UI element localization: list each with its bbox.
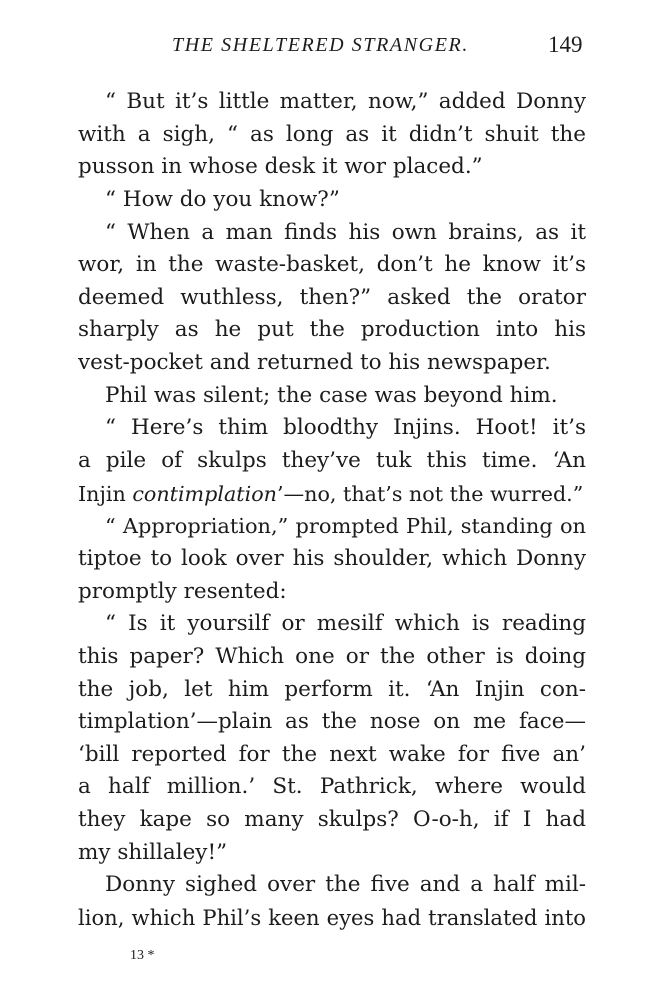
text-line: pusson in whose desk it wor placed.”: [78, 154, 483, 180]
text-line: “ Is it yoursilf or mesilf which is reading: [105, 611, 586, 637]
running-head: THE SHELTERED STRANGER.: [172, 34, 469, 56]
text-line: timplation’—plain as the nose on me face—: [78, 709, 586, 735]
text-line: “ Appropriation,” prompted Phil, standing on: [105, 514, 586, 539]
signature-mark: 13 *: [130, 948, 155, 963]
text-line: Injin contimplation’—no, that’s not the wurred.”: [78, 481, 584, 506]
text-line: lion, which Phil’s keen eyes had translated into: [78, 905, 586, 931]
text-line: deemed wuthless, then?” asked the orator: [78, 284, 586, 310]
text-line: ‘bill reported for the next wake for five an’: [78, 741, 586, 767]
page-header: [0, 34, 667, 64]
body-text: [78, 86, 586, 935]
text-line: “ When a man finds his own brains, as it: [105, 219, 586, 245]
text-line: this paper? Which one or the other is doing: [78, 643, 586, 669]
text-line: a pile of skulps they’ve tuk this time. ‘An: [78, 448, 586, 474]
text-line: “ How do you know?”: [105, 186, 340, 212]
page-number: 149: [548, 32, 583, 57]
text-line: Phil was silent; the case was beyond him.: [105, 382, 558, 408]
text-line: a half million.’ St. Pathrick, where would: [78, 774, 586, 800]
text-line: “ But it’s little matter, now,” added Donny: [105, 89, 586, 114]
text-line: vest-pocket and returned to his newspaper.: [78, 350, 551, 376]
text-line: they kape so many skulps? O-o-h, if I had: [78, 807, 586, 833]
text-line: tiptoe to look over his shoulder, which Donny: [78, 545, 586, 571]
text-line: the job, let him perform it. ‘An Injin con-: [78, 676, 586, 702]
text-line: “ Here’s thim bloodthy Injins. Hoot! it’s: [105, 415, 586, 441]
text-line: with a sigh, “ as long as it didn’t shuit the: [78, 121, 586, 147]
text-line: Donny sighed over the five and a half mil-: [105, 872, 586, 898]
text-line: wor, in the waste-basket, don’t he know it’s: [78, 252, 586, 278]
text-line: promptly resented:: [78, 578, 287, 604]
text-line: my shillaley!”: [78, 839, 228, 865]
text-line: sharply as he put the production into his: [78, 317, 586, 343]
